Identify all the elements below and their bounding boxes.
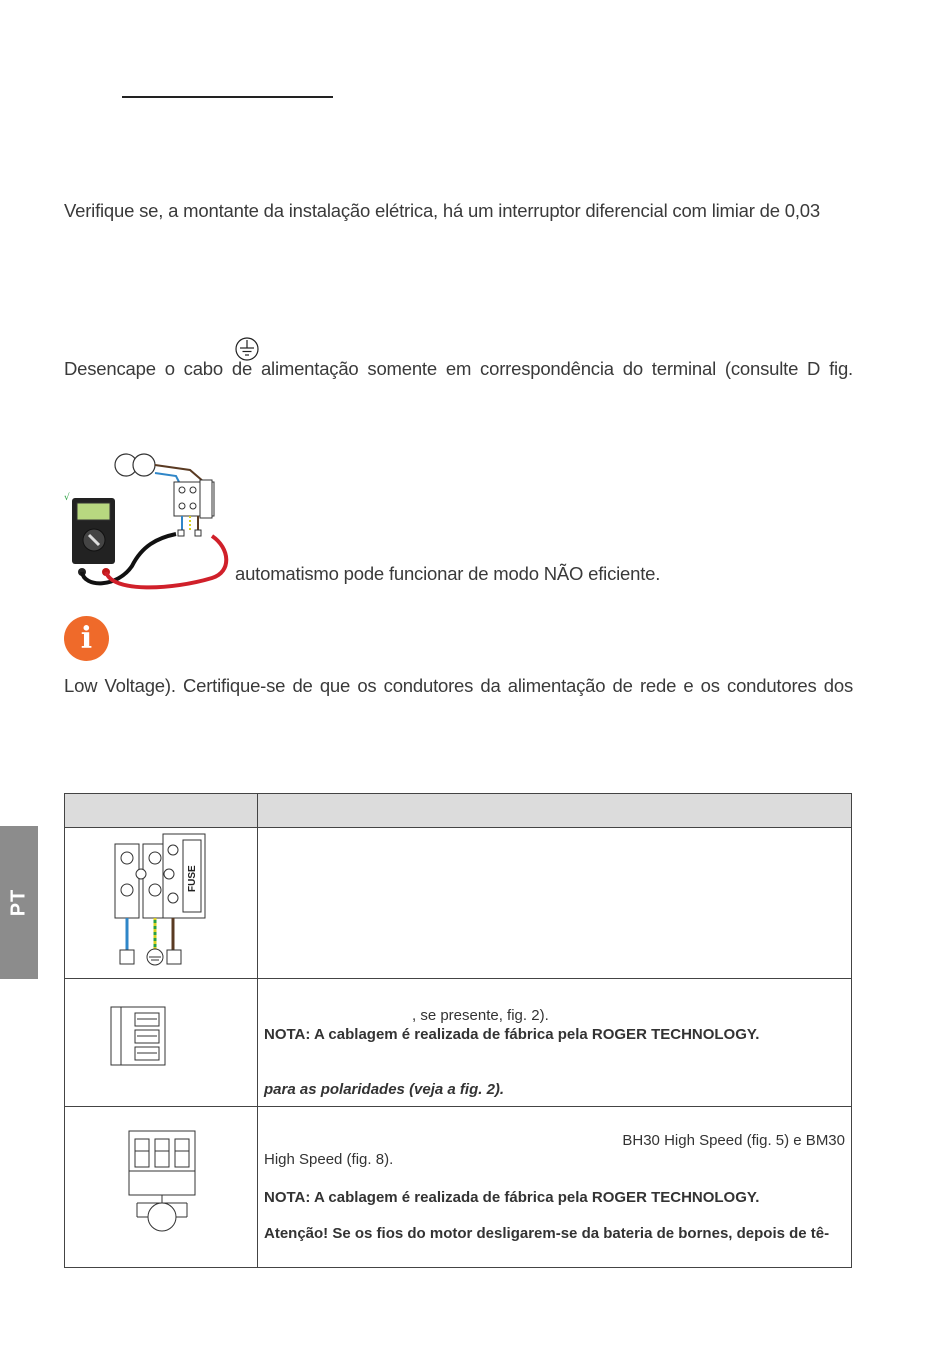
table-icon-cell [65, 828, 258, 979]
cell-warning: Atenção! Se os fios do motor desligarem-se da bateria de bornes, depois de tê- [264, 1225, 830, 1242]
three-way-connector-icon [65, 979, 257, 1101]
table-row [65, 1107, 852, 1268]
cell-line: , se presente, fig. 2). [412, 1007, 549, 1024]
cell-polarity: para as polaridades (veja a fig. 2). [264, 1081, 505, 1098]
table-text-cell [258, 828, 852, 979]
table-header-row [65, 794, 852, 828]
table-text-cell [258, 1107, 852, 1268]
paragraph-rcd: Verifique se, a montante da instalação elétrica, há um interruptor diferencial com limiar de 0,03 [64, 200, 820, 221]
table-icon-cell [65, 979, 258, 1107]
cell-line: High Speed (fig. 8). [264, 1151, 394, 1168]
paragraph-low-voltage: Low Voltage). Certifique-se de que os condutores da alimentação de rede e os condutores dos [64, 675, 853, 696]
language-tab [0, 826, 38, 979]
fuse-label: FUSE [187, 865, 198, 892]
terminal-block-fuse-icon [65, 828, 257, 973]
paragraph-inefficient: automatismo pode funcionar de modo NÃO eficiente. [235, 563, 661, 584]
multimeter-illustration [62, 448, 242, 593]
table-text-cell [258, 979, 852, 1107]
cell-note: NOTA: A cablagem é realizada de fábrica pela ROGER TECHNOLOGY. [264, 1189, 760, 1206]
svg-text:√: √ [64, 493, 70, 503]
top-rule [122, 96, 333, 98]
motor-connector-icon [65, 1107, 257, 1262]
info-icon: i [64, 616, 109, 661]
table-row [65, 828, 852, 979]
cell-note: NOTA: A cablagem é realizada de fábrica pela ROGER TECHNOLOGY. [264, 1026, 760, 1043]
table-icon-cell [65, 1107, 258, 1268]
language-tab-label: PT [7, 888, 30, 917]
table-row [65, 979, 852, 1107]
paragraph-strip-cable: Desencape o cabo de alimentação somente em correspondência do terminal (consulte D fig. [64, 358, 853, 379]
wiring-table [64, 793, 852, 1268]
table-header-cell [65, 794, 258, 828]
table-header-cell [258, 794, 852, 828]
cell-line: BH30 High Speed (fig. 5) e BM30 [622, 1132, 845, 1149]
